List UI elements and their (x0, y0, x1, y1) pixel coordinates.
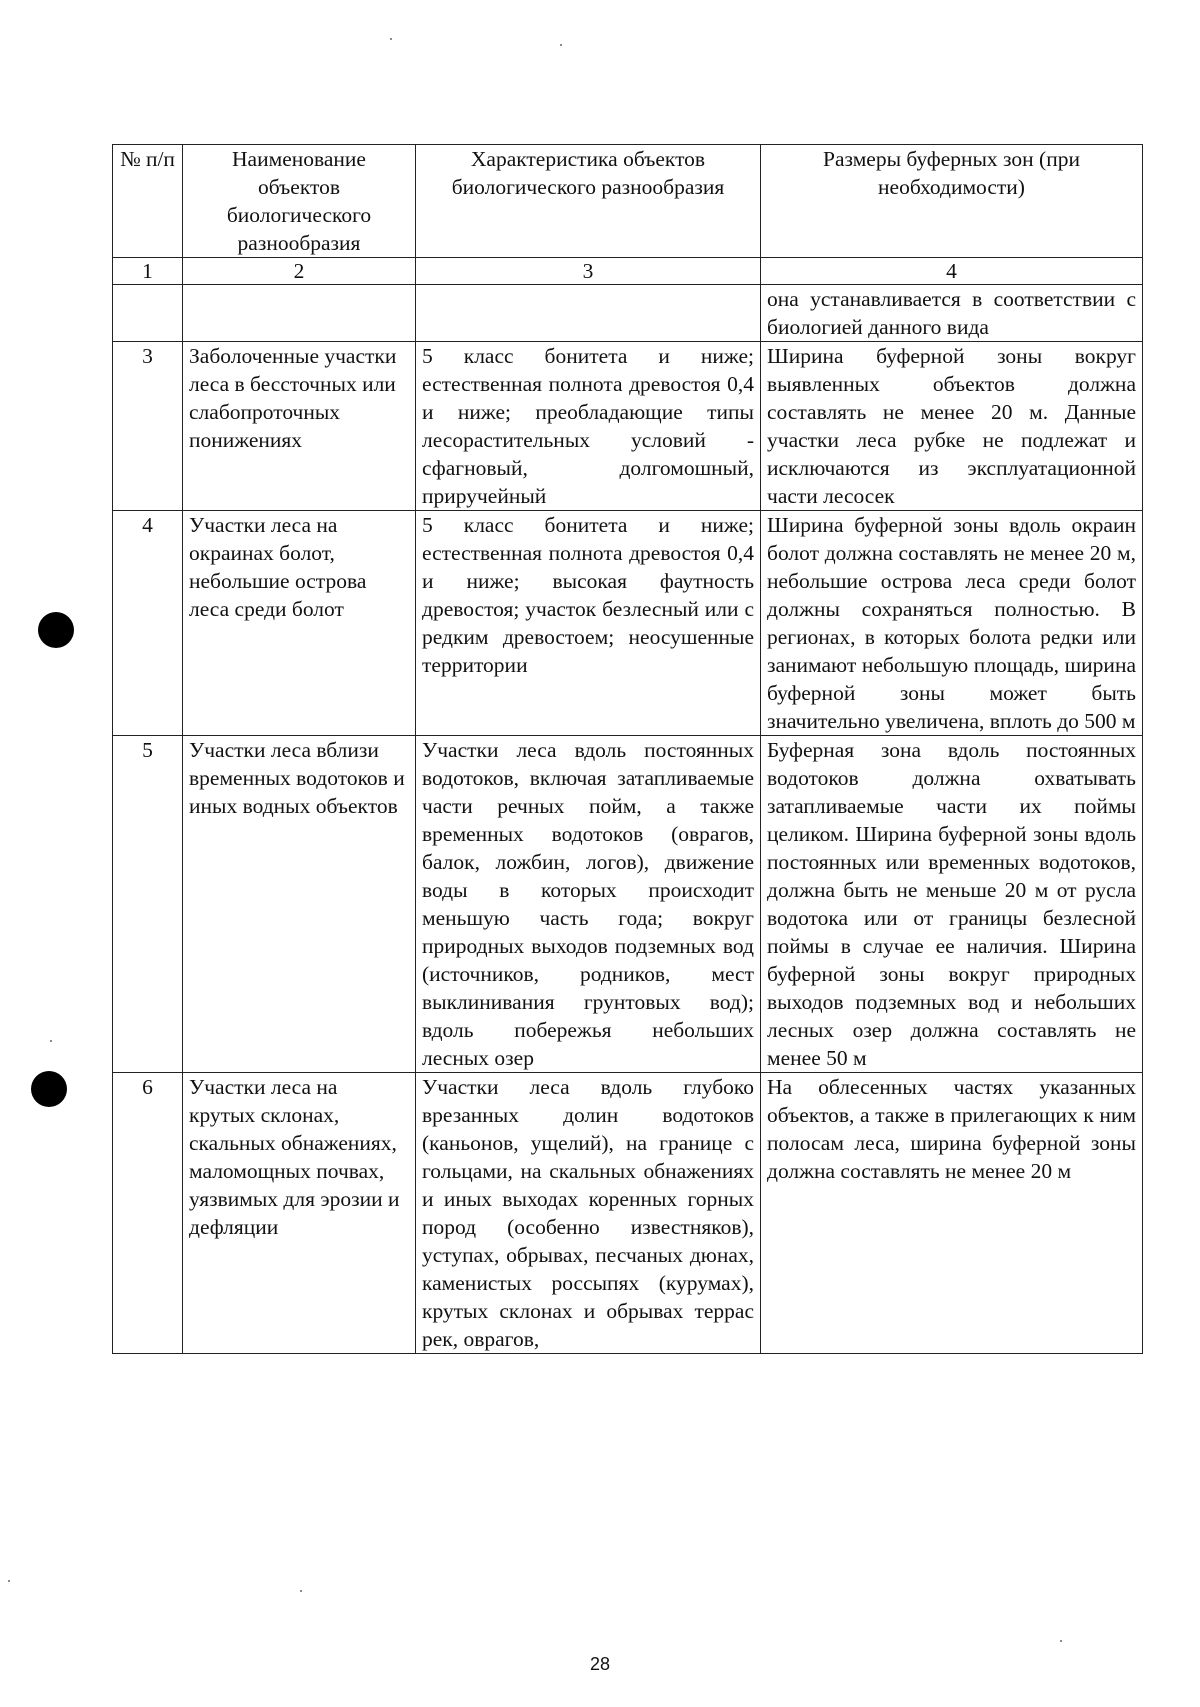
row-characteristics: 5 класс бонитета и ниже; естественная полнота древостоя 0,4 и ниже; преобладающие типы лесорастительных условий - сфагновый, долгомошный, приручейный (416, 342, 761, 511)
table-row (113, 342, 1143, 511)
row-object-name: Участки леса на окраинах болот, небольшие острова леса среди болот (183, 511, 416, 736)
row-buffer-size: Ширина буферной зоны вдоль окраин болот должна составлять не менее 20 м, небольшие острова леса среди болот должны сохраняться полностью. В регионах, в которых болота редки или занимают небольшую площадь, ширина буферной зоны может быть значительно увеличена, вплоть до 500 м (761, 511, 1143, 736)
row-object-name: Участки леса на крутых склонах, скальных обнажениях, маломощных почвах, уязвимых для эрозии и дефляции (183, 1073, 416, 1354)
table-row (113, 736, 1143, 1073)
scan-speck (560, 44, 562, 46)
row-object-name (183, 285, 416, 342)
table-row (113, 285, 1143, 342)
row-number: 5 (113, 736, 183, 1073)
header-characteristics: Характеристика объектов биологического разнообразия (416, 145, 761, 258)
row-number: 4 (113, 511, 183, 736)
scan-speck (50, 1040, 52, 1042)
punch-hole-top (38, 612, 74, 648)
table-row (113, 511, 1143, 736)
punch-hole-bottom (31, 1071, 67, 1107)
header-object-name: Наименование объектов биологического разнообразия (183, 145, 416, 258)
column-number: 4 (761, 258, 1143, 285)
header-buffer-size: Размеры буферных зон (при необходимости) (761, 145, 1143, 258)
table-row (113, 1073, 1143, 1354)
biodiversity-table (112, 144, 1143, 1354)
page-number: 28 (589, 1654, 611, 1674)
row-characteristics: 5 класс бонитета и ниже; естественная полнота древостоя 0,4 и ниже; высокая фаутность древостоя; участок безлесный или с редким древостоем; неосушенные территории (416, 511, 761, 736)
scan-speck (1060, 1640, 1062, 1642)
row-object-name: Участки леса вблизи временных водотоков и иных водных объектов (183, 736, 416, 1073)
header-number: № п/п (113, 145, 183, 258)
column-number: 2 (183, 258, 416, 285)
row-buffer-size: Ширина буферной зоны вокруг выявленных объектов должна составлять не менее 20 м. Данные участки леса рубке не подлежат и исключаются из эксплуатационной части лесосек (761, 342, 1143, 511)
column-number-row (113, 258, 1143, 285)
row-number: 3 (113, 342, 183, 511)
row-characteristics: Участки леса вдоль глубоко врезанных долин водотоков (каньонов, ущелий), на границе с гольцами, на скальных обнажениях и иных выходах коренных горных пород (особенно известняков), уступах, обрывах, песчаных дюнах, каменистых россыпях (курумах), крутых склонах и обрывах террас рек, оврагов, (416, 1073, 761, 1354)
row-characteristics: Участки леса вдоль постоянных водотоков, включая затапливаемые части речных пойм, а также временных водотоков (оврагов, балок, ложбин, логов), движение воды в которых происходит меньшую часть года; вокруг природных выходов подземных вод (источников, родников, мест выклинивания грунтовых вод); вдоль побережья небольших лесных озер (416, 736, 761, 1073)
row-number: 6 (113, 1073, 183, 1354)
column-number: 1 (113, 258, 183, 285)
row-characteristics (416, 285, 761, 342)
column-number: 3 (416, 258, 761, 285)
row-number (113, 285, 183, 342)
row-object-name: Заболоченные участки леса в бессточных или слабопроточных понижениях (183, 342, 416, 511)
table-header-row (113, 145, 1143, 258)
row-buffer-size: На облесенных частях указанных объектов, а также в прилегающих к ним полосам леса, ширина буферной зоны должна составлять не менее 20 м (761, 1073, 1143, 1354)
scan-speck (8, 1580, 10, 1582)
scan-speck (390, 38, 392, 40)
scan-speck (300, 1590, 302, 1592)
row-buffer-size: она устанавливается в соответствии с биологией данного вида (761, 285, 1143, 342)
row-buffer-size: Буферная зона вдоль постоянных водотоков должна охватывать затапливаемые части их поймы целиком. Ширина буферной зоны вдоль постоянных или временных водотоков, должна быть не меньше 20 м от русла водотока или от границы безлесной поймы в случае ее наличия. Ширина буферной зоны вокруг природных выходов подземных вод и небольших лесных озер должна составлять не менее 50 м (761, 736, 1143, 1073)
